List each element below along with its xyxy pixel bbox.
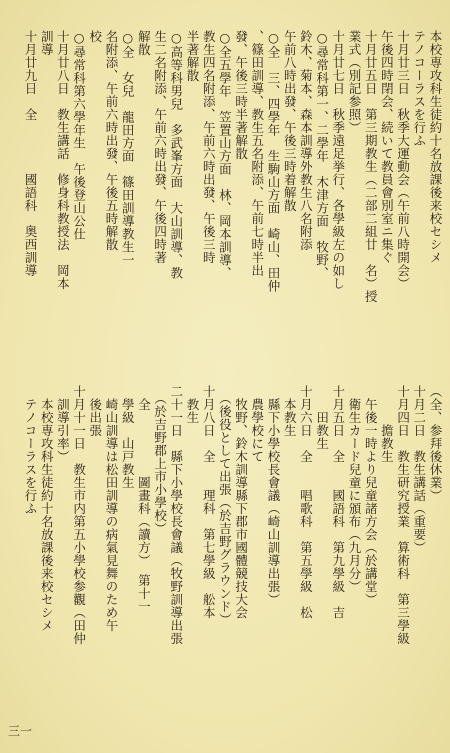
text-column: 訓導 [39,30,55,56]
text-column: 、篠田訓導、教生五名附添、午前七時半出 [249,30,265,277]
text-column: 十月十一日 教生市内第五小學校参觀（田仲 [71,385,87,645]
text-column: 業式（別記参照） [347,30,362,134]
text-column: 教生四名附添、午前六時出發、午後三時 [201,30,217,264]
text-column: （後役として出張（於吉野グラウンド） [217,385,233,626]
text-column: 衛生カード兒童に頒布（九月分） [347,385,362,593]
text-column: 校 [87,30,103,43]
text-column: 縣下小學校長會議（崎山訓導出張） [266,385,281,606]
text-column: 教生 [185,385,200,424]
text-column: 後出張 [87,385,103,437]
text-column: （全、参拜後休業） [428,385,443,502]
text-column: 午後一時より兒童諸方会（於講堂） [363,385,379,606]
text-column: （於吉野郡上市小學校） [152,385,168,535]
text-column: ○尋常科第六學年生 午後登山公仕 [71,30,87,241]
text-column: 擔教生 [379,385,395,463]
text-column: 農學校にて [249,385,265,463]
text-column: 十月五日 全 國語科 第九學級 吉 [330,385,346,619]
text-column: 十月六日 全 唱歌科 第五學級 松 [298,385,314,619]
text-column: 十月廿八日 教生講話 修身科教授法 岡本 [55,30,71,290]
text-column: ○高等科男兒 多武峯方面 大山訓導、教 [168,30,184,280]
text-column: 解散 [136,30,152,56]
text-column: 發、午後三時半著解散 [233,30,249,160]
text-column: 十月二日 教生講話（重要） [411,385,427,554]
text-column: 午後四時閉会、続いて教員會別室ニ集ぐ [379,30,395,264]
text-column: 本校専攻科生徒約十名放課後来校セシメ [39,385,55,632]
text-column: ○尋常科第一、二學年 木津方面 牧野、 [314,30,330,280]
text-column: テノコーラスを行ふ [23,385,38,515]
text-column: 田教生 [314,385,330,450]
text-column: 十月八日 全 理科 第七學級 舩本 [201,385,217,619]
text-column: 崎山訓導は松田訓導の病氣見舞のため午 [104,385,119,632]
text-column: 牧野、鈴木訓導縣下郡市國體競技大会 [233,385,249,619]
text-column: 本校専攻科生徒約十名放課後来校セシメ [428,30,443,264]
text-column: 鈴木、菊本、森本訓導外教生八名附添 [298,30,314,251]
text-column: ○全五學年 笠置山方面 林、岡本訓導、 [217,30,233,280]
text-column: 十月廿五日 第三期教生（二部二組廿 名）授 [363,30,379,303]
text-column: 十月四日 教生研究授業 算術科 第三學級 [395,385,411,645]
text-column: 學級 山戸教生 [120,385,136,489]
text-column: 十月廿九日 全 國語科 奥西訓導 [23,30,38,277]
text-column: ○全 三、四學年 生駒山方面 崎山、田仲 [266,30,281,293]
text-column: 十月廿三日 秋季大運動会（午前八時開会） [395,30,411,290]
text-column: 半著解散 [185,30,200,82]
text-column: 二十一日 縣下小學校長會議（牧野訓導出張 [168,385,184,645]
text-column: 午前八時出發、午後三時着解散 [282,30,298,212]
text-column: 十月廿七日 秋季遠足挙行、各學級左の如し [330,30,346,290]
page-number: 三一 [8,724,33,738]
text-column: 名附添、午前六時出發、午後五時解散 [104,30,119,251]
text-column: 全 圖畫科（讀方） 第十一 [136,385,152,613]
text-column: ○全 女兒 龍田方面 篠田訓導教生一 [120,30,136,267]
text-column: 本教生 [282,385,298,437]
text-column: 生二名附添、午前六時出發、午後四時著 [152,30,168,264]
text-column: 訓導引率） [55,385,71,463]
text-column: テノコーラスを行ふ [411,30,427,147]
